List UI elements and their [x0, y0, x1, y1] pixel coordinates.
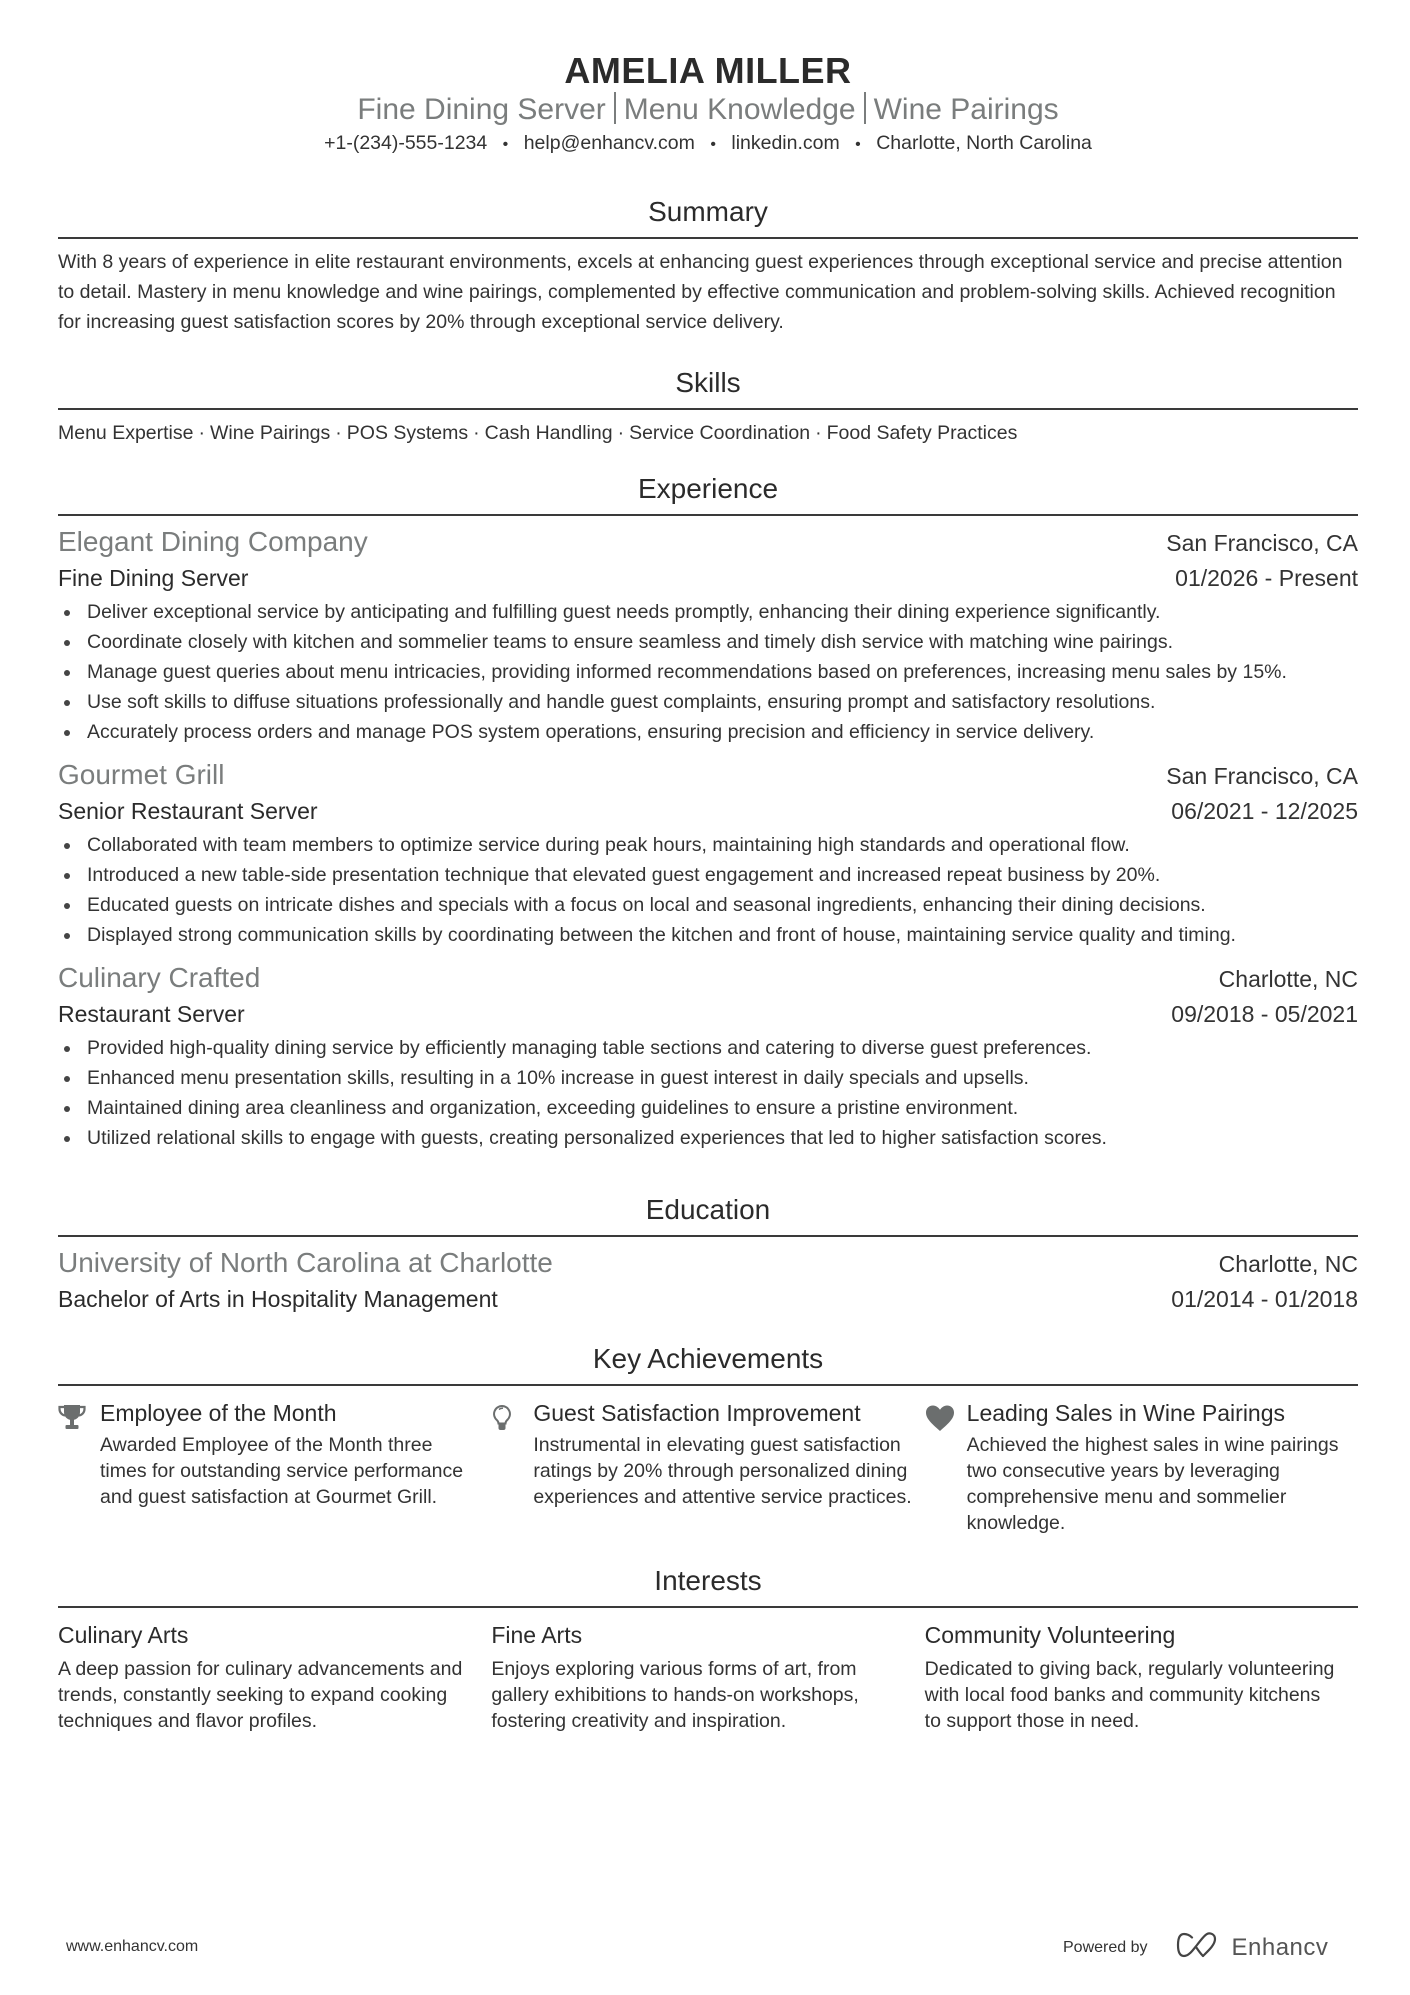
job-role: Senior Restaurant Server [58, 798, 318, 824]
interest-description: A deep passion for culinary advancements and trends, constantly seeking to expand cooking techniques and flavor profiles. [58, 1658, 463, 1732]
job-bullet: Manage guest queries about menu intricacies, providing informed recommendations based on preferences, increasing menu sales by 15%. [58, 657, 1358, 687]
education-entry [58, 1245, 1358, 1316]
job-bullet: Collaborated with team members to optimize service during peak hours, maintaining high standards and operational flow. [58, 830, 1358, 860]
section-divider [58, 1606, 1358, 1608]
footer-branding [1063, 1932, 1328, 1963]
achievement-description: Awarded Employee of the Month three times for outstanding service performance and guest satisfaction at Gourmet Grill. [100, 1434, 464, 1508]
job-location: San Francisco, CA [1166, 763, 1358, 789]
school-name: University of North Carolina at Charlotte [58, 1247, 553, 1278]
interest-item [58, 1620, 491, 1734]
contact-phone[interactable]: +1-(234)-555-1234 [324, 132, 488, 154]
job-bullet: Utilized relational skills to engage with guests, creating personalized experiences that led to higher satisfaction scores. [58, 1123, 1358, 1153]
skill-item: POS Systems [346, 422, 469, 444]
company-name: Gourmet Grill [58, 759, 225, 790]
achievements-grid [58, 1398, 1358, 1536]
section-heading: Key Achievements [592, 1343, 824, 1374]
title-part: Fine Dining Server [357, 93, 606, 126]
achievement-title: Guest Satisfaction Improvement [533, 1400, 861, 1426]
heart-icon [925, 1398, 967, 1536]
job-bullet: Introduced a new table-side presentation technique that elevated guest engagement and increased repeat business by 20%. [58, 860, 1358, 890]
skill-item: Food Safety Practices [826, 422, 1018, 444]
interest-item [925, 1620, 1358, 1734]
skills-section [58, 366, 1358, 448]
job-location: San Francisco, CA [1166, 530, 1358, 556]
achievement-description: Achieved the highest sales in wine pairings two consecutive years by leveraging comprehensive menu and sommelier knowledge. [966, 1434, 1339, 1534]
section-heading: Skills [675, 367, 741, 398]
contact-location: Charlotte, North Carolina [876, 132, 1092, 154]
title-divider [614, 92, 616, 124]
skill-separator: · [815, 422, 822, 444]
skills-list [58, 418, 1358, 448]
job-role: Fine Dining Server [58, 565, 249, 591]
achievement-description: Instrumental in elevating guest satisfaction ratings by 20% through personalized dining experiences and attentive service practices. [533, 1434, 912, 1508]
contact-linkedin[interactable]: linkedin.com [731, 132, 840, 154]
job-bullets [58, 1033, 1358, 1153]
trophy-icon [58, 1398, 100, 1536]
section-heading: Education [645, 1194, 771, 1225]
footer-website-link[interactable]: www.enhancv.com [66, 1938, 199, 1955]
achievement-item [491, 1398, 924, 1536]
title-part: Menu Knowledge [623, 93, 856, 126]
powered-by-label: Powered by [1063, 1938, 1148, 1956]
job-dates: 01/2026 - Present [1175, 565, 1358, 591]
skill-separator: · [617, 422, 625, 444]
achievement-item [925, 1398, 1358, 1536]
job-bullet: Enhanced menu presentation skills, resulting in a 10% increase in guest interest in daily specials and upsells. [58, 1063, 1358, 1093]
interest-description: Dedicated to giving back, regularly volunteering with local food banks and community kitchens to support those in need. [924, 1658, 1335, 1732]
job-location: Charlotte, NC [1218, 966, 1358, 992]
skill-item: Service Coordination [629, 422, 811, 444]
contact-separator: • [502, 136, 509, 153]
resume-header [58, 0, 1358, 160]
job-bullet: Accurately process orders and manage POS system operations, ensuring precision and efficiency in service delivery. [58, 717, 1358, 747]
skill-item: Wine Pairings [209, 422, 331, 444]
skill-item: Cash Handling [484, 422, 613, 444]
section-divider [58, 237, 1358, 239]
job-bullet: Coordinate closely with kitchen and sommelier teams to ensure seamless and timely dish service with matching wine pairings. [58, 627, 1358, 657]
interest-item [491, 1620, 924, 1734]
skill-separator: · [198, 422, 205, 444]
experience-section [58, 472, 1358, 1153]
title-divider [864, 92, 866, 124]
interests-section [58, 1564, 1358, 1734]
section-divider [58, 514, 1358, 516]
candidate-title [58, 92, 1358, 128]
achievement-title: Leading Sales in Wine Pairings [966, 1400, 1286, 1426]
job-dates: 06/2021 - 12/2025 [1171, 798, 1358, 824]
job-bullets [58, 830, 1358, 950]
enhancv-logo-icon [1176, 1932, 1222, 1963]
job-entry [58, 960, 1358, 1153]
contact-separator: • [855, 136, 861, 153]
job-bullet: Deliver exceptional service by anticipating and fulfilling guest needs promptly, enhancing their dining experience significantly. [58, 597, 1358, 627]
education-section [58, 1193, 1358, 1316]
job-entry [58, 524, 1358, 747]
contact-separator: • [710, 136, 716, 153]
job-bullet: Provided high-quality dining service by efficiently managing table sections and catering to diverse guest preferences. [58, 1033, 1358, 1063]
skill-separator: · [473, 422, 480, 444]
degree: Bachelor of Arts in Hospitality Management [58, 1286, 498, 1312]
job-bullets [58, 597, 1358, 747]
resume-page [58, 0, 1358, 1734]
job-dates: 09/2018 - 05/2021 [1171, 1001, 1358, 1027]
contact-line [58, 128, 1358, 160]
education-dates: 01/2014 - 01/2018 [1171, 1286, 1358, 1312]
job-role: Restaurant Server [58, 1001, 245, 1027]
interest-title: Culinary Arts [58, 1622, 189, 1648]
section-divider [58, 1384, 1358, 1386]
section-heading: Interests [654, 1565, 762, 1596]
section-divider [58, 408, 1358, 410]
job-bullet: Displayed strong communication skills by coordinating between the kitchen and front of house, maintaining service quality and timing. [58, 920, 1358, 950]
interest-description: Enjoys exploring various forms of art, from gallery exhibitions to hands-on workshops, fostering creativity and inspiration. [491, 1658, 859, 1732]
section-heading: Summary [648, 196, 768, 227]
achievement-title: Employee of the Month [100, 1400, 337, 1426]
interests-grid [58, 1620, 1358, 1734]
achievements-section [58, 1342, 1358, 1536]
interest-title: Community Volunteering [924, 1622, 1176, 1648]
lightbulb-icon [491, 1398, 533, 1536]
skill-item: Menu Expertise [58, 422, 194, 444]
school-location: Charlotte, NC [1218, 1251, 1358, 1277]
contact-email[interactable]: help@enhancv.com [523, 132, 695, 154]
section-divider [58, 1235, 1358, 1237]
job-bullet: Use soft skills to diffuse situations professionally and handle guest complaints, ensuring prompt and satisfactory resolutions. [58, 687, 1358, 717]
job-bullet: Maintained dining area cleanliness and organization, exceeding guidelines to ensure a pristine environment. [58, 1093, 1358, 1123]
enhancv-brand[interactable]: Enhancv [1231, 1933, 1329, 1961]
candidate-name: AMELIA MILLER [564, 50, 852, 91]
company-name: Culinary Crafted [58, 962, 261, 993]
section-heading: Experience [637, 473, 779, 504]
skill-separator: · [335, 422, 342, 444]
company-name: Elegant Dining Company [58, 526, 368, 557]
job-bullet: Educated guests on intricate dishes and specials with a focus on local and seasonal ingredients, enhancing their dining decisions. [58, 890, 1358, 920]
job-entry [58, 757, 1358, 950]
title-part: Wine Pairings [873, 93, 1059, 126]
summary-text: With 8 years of experience in elite restaurant environments, excels at enhancing guest experiences through exceptional service and precise attention to detail. Mastery in menu knowledge and wine pairings, complemented by effective communication and problem-solving skills. Achieved recognition for increasing guest satisfaction scores by 20% through exceptional service delivery. [58, 251, 1343, 333]
interest-title: Fine Arts [491, 1622, 583, 1648]
achievement-item [58, 1398, 491, 1536]
summary-section [58, 195, 1358, 337]
